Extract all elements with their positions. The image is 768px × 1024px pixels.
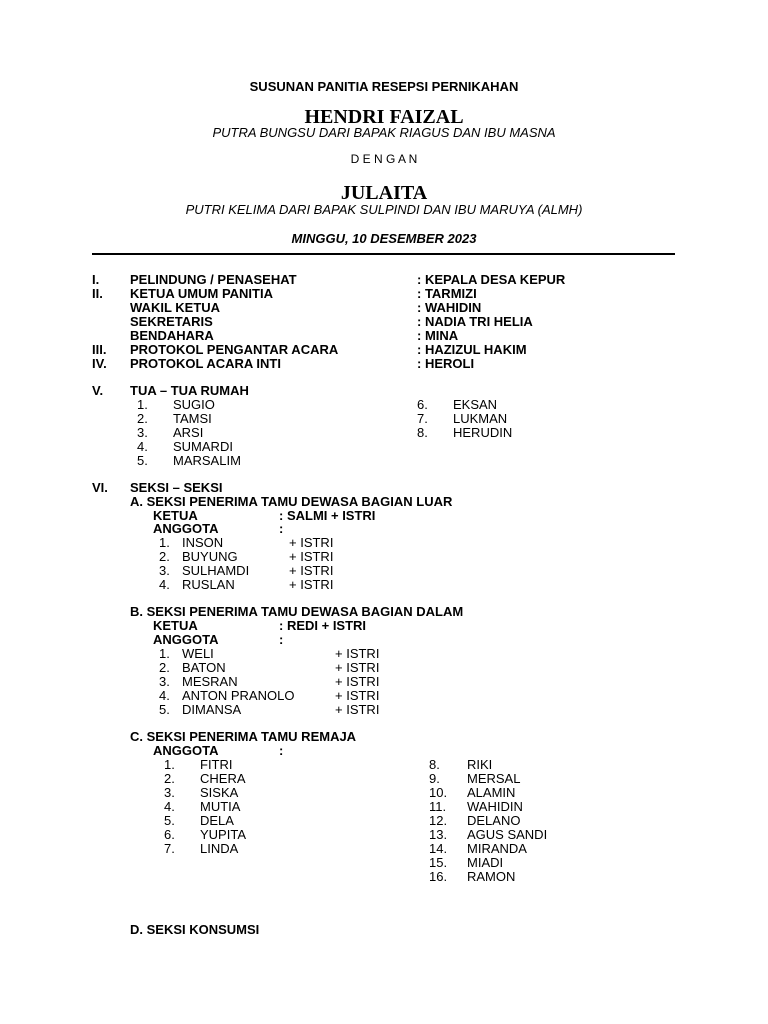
role-number: I. — [92, 272, 100, 287]
role-label: KETUA UMUM PANITIA — [130, 286, 273, 301]
member-name: WELI — [182, 646, 214, 661]
role-number: III. — [92, 342, 107, 357]
list-item-name: SUGIO — [173, 397, 215, 412]
list-item-number: 10. — [429, 785, 448, 800]
list-item-name: MERSAL — [467, 771, 521, 786]
list-item-number: 3. — [137, 425, 148, 440]
seksi-b-anggota-colon: : — [279, 632, 284, 647]
list-item-number: 1. — [137, 397, 148, 412]
list-item-number: 4. — [137, 439, 148, 454]
member-number: 2. — [159, 549, 170, 564]
list-item-name: ARSI — [173, 425, 204, 440]
list-item-number: 12. — [429, 813, 448, 828]
bride-description: PUTRI KELIMA DARI BAPAK SULPINDI DAN IBU MARUYA (ALMH) — [185, 202, 583, 217]
role-value: : TARMIZI — [417, 286, 477, 301]
member-name: MESRAN — [182, 674, 238, 689]
list-item-name: LINDA — [200, 841, 239, 856]
list-item-name: MIADI — [467, 855, 504, 870]
list-item-name: DELA — [200, 813, 234, 828]
role-label: PELINDUNG / PENASEHAT — [130, 272, 297, 287]
list-item-number: 2. — [164, 771, 175, 786]
role-label: SEKRETARIS — [130, 314, 213, 329]
role-value: : HEROLI — [417, 356, 475, 371]
list-item-name: DELANO — [467, 813, 521, 828]
groom-name: HENDRI FAIZAL — [304, 106, 464, 128]
member-number: 3. — [159, 674, 170, 689]
role-number: IV. — [92, 356, 107, 371]
list-item-number: 5. — [137, 453, 148, 468]
role-value: : KEPALA DESA KEPUR — [417, 272, 566, 287]
seksi-a-ketua-label: KETUA — [153, 508, 198, 523]
member-number: 4. — [159, 688, 170, 703]
list-item-number: 7. — [164, 841, 175, 856]
seksi-a-ketua-value: : SALMI + ISTRI — [279, 508, 376, 523]
role-label: BENDAHARA — [130, 328, 214, 343]
seksi-b-anggota-label: ANGGOTA — [153, 632, 219, 647]
document-title: SUSUNAN PANITIA RESEPSI PERNIKAHAN — [249, 79, 519, 94]
event-date: MINGGU, 10 DESEMBER 2023 — [291, 231, 477, 246]
seksi-a-anggota-colon: : — [279, 521, 284, 536]
member-number: 1. — [159, 646, 170, 661]
list-item-name: MARSALIM — [173, 453, 241, 468]
member-name: DIMANSA — [182, 702, 242, 717]
list-item-name: YUPITA — [200, 827, 246, 842]
member-suffix: + ISTRI — [335, 688, 380, 703]
list-item-name: HERUDIN — [453, 425, 513, 440]
list-item-name: SISKA — [200, 785, 239, 800]
list-item-name: ALAMIN — [467, 785, 516, 800]
section-v-heading: TUA – TUA RUMAH — [130, 383, 249, 398]
list-item-name: SUMARDI — [173, 439, 233, 454]
list-item-number: 8. — [417, 425, 428, 440]
role-value: : WAHIDIN — [417, 300, 482, 315]
list-item-name: CHERA — [200, 771, 246, 786]
seksi-a-title: A. SEKSI PENERIMA TAMU DEWASA BAGIAN LUAR — [130, 494, 453, 509]
header-divider — [92, 253, 675, 255]
role-label: PROTOKOL ACARA INTI — [130, 356, 281, 371]
list-item-number: 15. — [429, 855, 448, 870]
list-item-number: 16. — [429, 869, 448, 884]
list-item-number: 6. — [164, 827, 175, 842]
list-item-name: RAMON — [467, 869, 516, 884]
member-number: 1. — [159, 535, 170, 550]
member-number: 3. — [159, 563, 170, 578]
seksi-c-anggota-label: ANGGOTA — [153, 743, 219, 758]
member-name: BUYUNG — [182, 549, 238, 564]
list-item-name: WAHIDIN — [467, 799, 523, 814]
list-item-number: 11. — [429, 799, 447, 814]
list-item-name: RIKI — [467, 757, 493, 772]
member-suffix: + ISTRI — [289, 549, 334, 564]
member-suffix: + ISTRI — [289, 563, 334, 578]
member-suffix: + ISTRI — [335, 674, 380, 689]
list-item-name: AGUS SANDI — [467, 827, 548, 842]
list-item-name: MUTIA — [200, 799, 241, 814]
groom-description: PUTRA BUNGSU DARI BAPAK RIAGUS DAN IBU MASNA — [212, 125, 556, 140]
role-number: II. — [92, 286, 103, 301]
list-item-number: 4. — [164, 799, 175, 814]
member-name: INSON — [182, 535, 224, 550]
member-suffix: + ISTRI — [335, 702, 380, 717]
list-item-number: 7. — [417, 411, 428, 426]
section-v-number: V. — [92, 383, 104, 398]
role-value: : MINA — [417, 328, 459, 343]
member-number: 4. — [159, 577, 170, 592]
section-vi-heading: SEKSI – SEKSI — [130, 480, 223, 495]
role-value: : NADIA TRI HELIA — [417, 314, 533, 329]
list-item-number: 9. — [429, 771, 440, 786]
member-suffix: + ISTRI — [289, 577, 334, 592]
member-name: RUSLAN — [182, 577, 235, 592]
seksi-a-anggota-label: ANGGOTA — [153, 521, 219, 536]
list-item-number: 13. — [429, 827, 448, 842]
member-suffix: + ISTRI — [289, 535, 334, 550]
list-item-name: EKSAN — [453, 397, 498, 412]
seksi-b-ketua-value: : REDI + ISTRI — [279, 618, 367, 633]
member-number: 5. — [159, 702, 170, 717]
list-item-number: 6. — [417, 397, 428, 412]
bride-name: JULAITA — [340, 182, 428, 204]
member-suffix: + ISTRI — [335, 646, 380, 661]
member-name: SULHAMDI — [182, 563, 250, 578]
member-name: ANTON PRANOLO — [182, 688, 295, 703]
seksi-b-title: B. SEKSI PENERIMA TAMU DEWASA BAGIAN DALAM — [130, 604, 464, 619]
section-vi-number: VI. — [92, 480, 108, 495]
list-item-number: 5. — [164, 813, 175, 828]
list-item-number: 8. — [429, 757, 440, 772]
list-item-name: LUKMAN — [453, 411, 508, 426]
list-item-number: 2. — [137, 411, 148, 426]
connector-text: D E N G A N — [350, 152, 418, 166]
list-item-name: FITRI — [200, 757, 233, 772]
member-name: BATON — [182, 660, 226, 675]
member-number: 2. — [159, 660, 170, 675]
role-label: WAKIL KETUA — [130, 300, 221, 315]
seksi-c-anggota-colon: : — [279, 743, 284, 758]
seksi-c-title: C. SEKSI PENERIMA TAMU REMAJA — [130, 729, 357, 744]
role-label: PROTOKOL PENGANTAR ACARA — [130, 342, 339, 357]
list-item-number: 14. — [429, 841, 448, 856]
role-value: : HAZIZUL HAKIM — [417, 342, 527, 357]
list-item-name: MIRANDA — [467, 841, 527, 856]
member-suffix: + ISTRI — [335, 660, 380, 675]
list-item-name: TAMSI — [173, 411, 212, 426]
list-item-number: 1. — [164, 757, 175, 772]
list-item-number: 3. — [164, 785, 175, 800]
seksi-d-title: D. SEKSI KONSUMSI — [130, 922, 260, 937]
seksi-b-ketua-label: KETUA — [153, 618, 198, 633]
